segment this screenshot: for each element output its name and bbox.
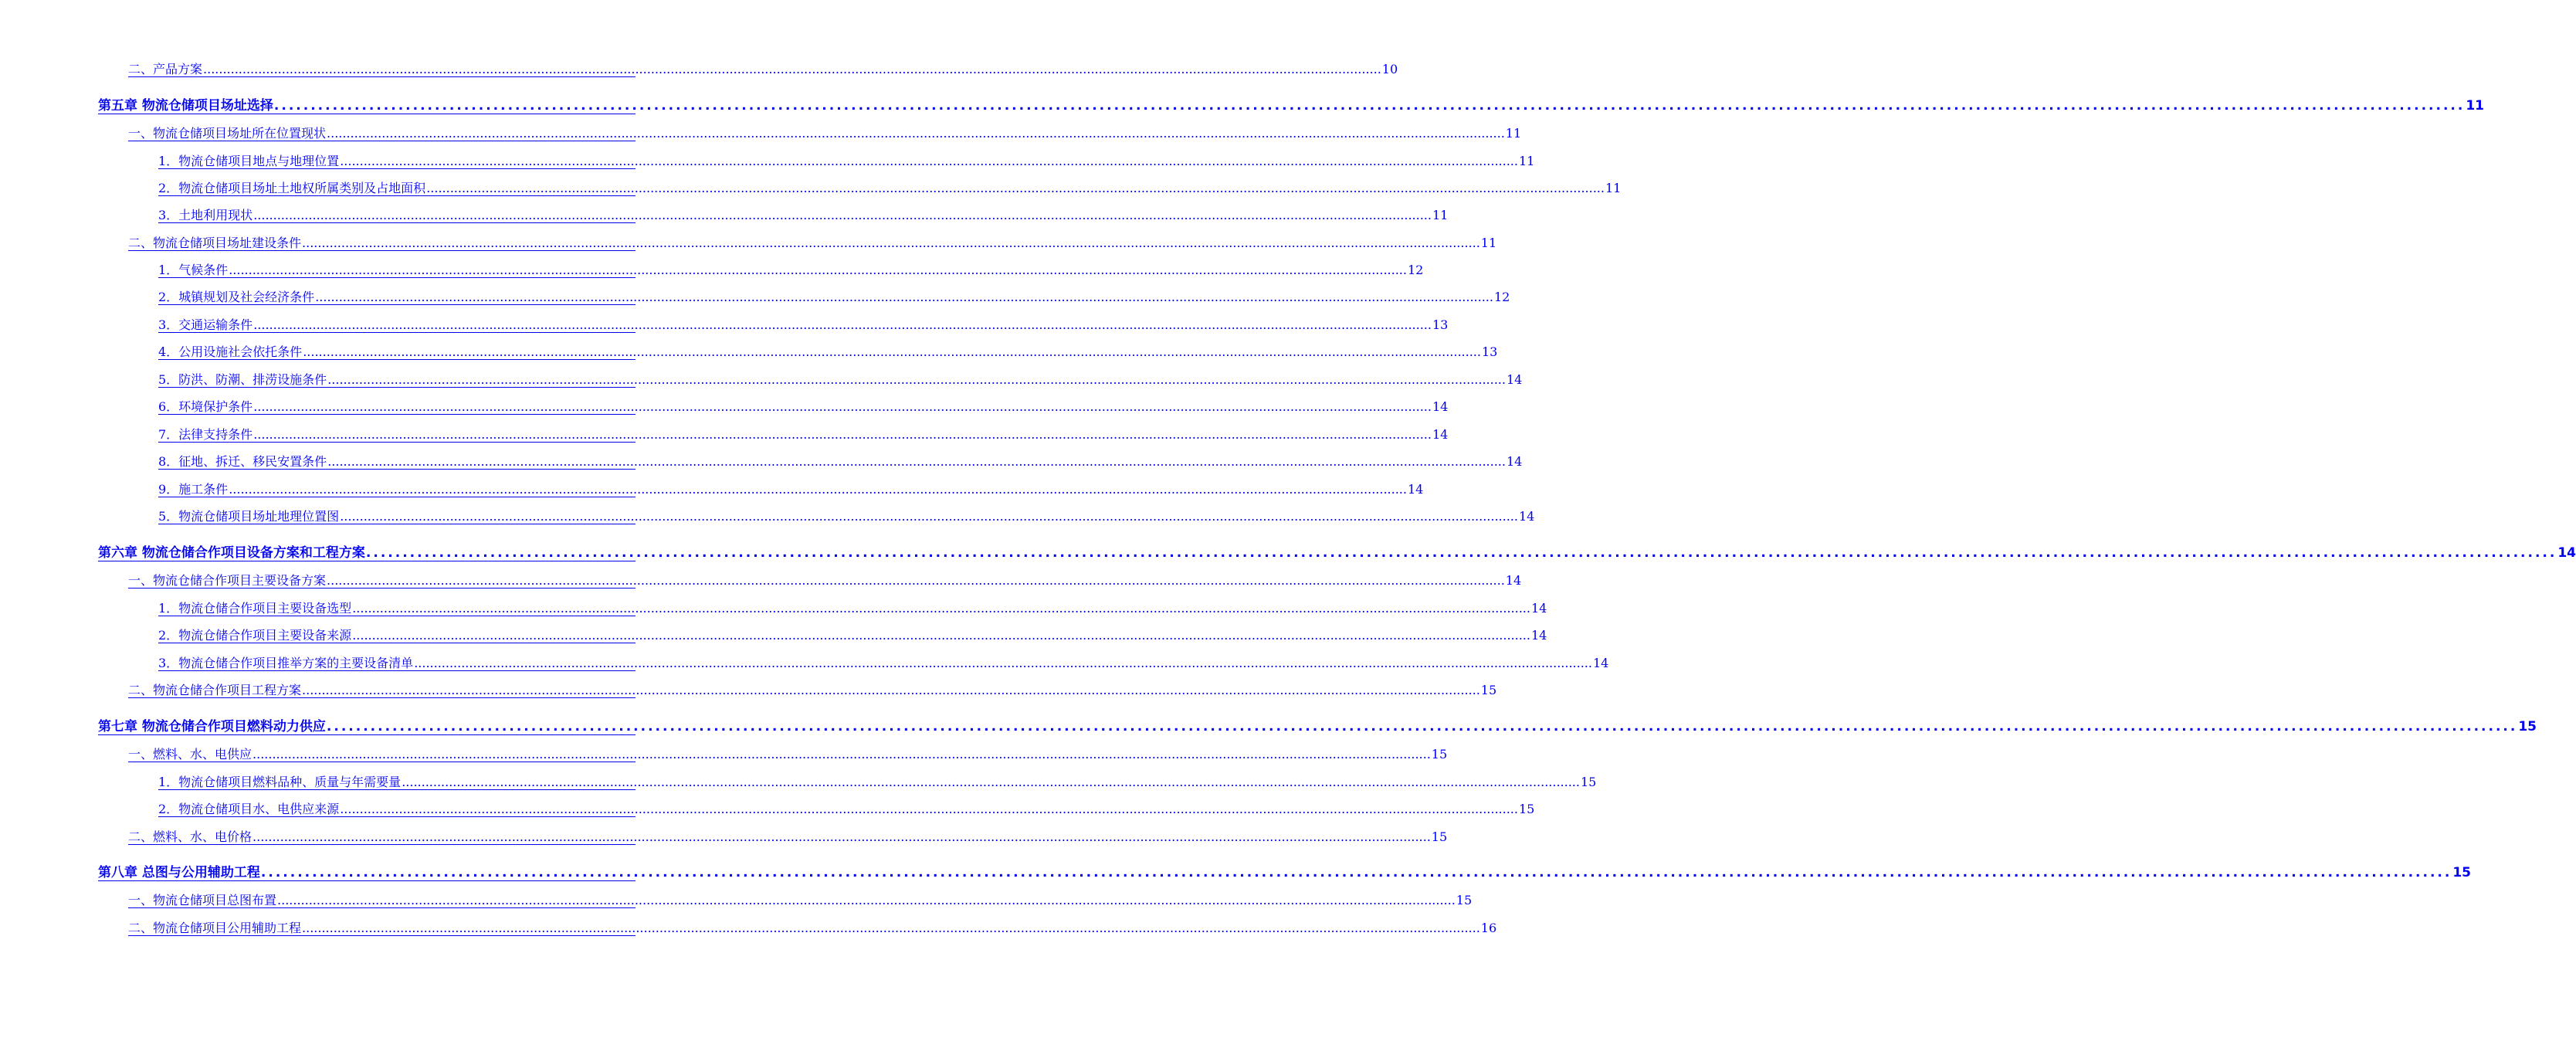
toc-entry-title: 1．物流仓储项目燃料品种、质量与年需要量 bbox=[158, 775, 402, 789]
toc-page-number: 15 bbox=[2518, 719, 2537, 734]
toc-page-number: 14 bbox=[1432, 399, 1449, 414]
toc-dot-leader: ............................................................................................................................................................................................................................................................................................................ bbox=[327, 573, 1505, 588]
toc-dot-leader: ............................................................................................................................................................................................................................................................................................................ bbox=[273, 98, 2466, 114]
toc-page-number: 11 bbox=[1432, 208, 1449, 222]
toc-entry[interactable] bbox=[128, 744, 1448, 762]
toc-page-number: 10 bbox=[1381, 62, 1398, 76]
toc-page-number: 11 bbox=[1505, 126, 1522, 141]
toc-entry[interactable] bbox=[158, 799, 1535, 817]
toc-dot-leader: ............................................................................................................................................................................................................................................................................................................ bbox=[203, 62, 1381, 76]
toc-page-number: 14 bbox=[1592, 656, 1609, 670]
toc-entry[interactable] bbox=[128, 826, 1448, 845]
toc-dot-leader: ............................................................................................................................................................................................................................................................................................................ bbox=[253, 427, 1432, 442]
toc-dot-leader: ............................................................................................................................................................................................................................................................................................................ bbox=[229, 263, 1407, 277]
toc-entry[interactable] bbox=[158, 151, 1535, 169]
toc-entry-title: 第六章 物流仓储合作项目设备方案和工程方案 bbox=[98, 545, 365, 561]
toc-entry-title: 第八章 总图与公用辅助工程 bbox=[98, 865, 260, 880]
toc-page-number: 14 bbox=[1505, 573, 1522, 588]
toc-dot-leader: ............................................................................................................................................................................................................................................................................................................ bbox=[303, 344, 1481, 359]
toc-dot-leader: ............................................................................................................................................................................................................................................................................................................ bbox=[365, 545, 2557, 561]
toc-page-number: 11 bbox=[2466, 98, 2484, 114]
toc-dot-leader: ............................................................................................................................................................................................................................................................................................................ bbox=[302, 236, 1480, 250]
toc-entry-title: 一、物流仓储合作项目主要设备方案 bbox=[128, 573, 327, 588]
toc-entry[interactable] bbox=[158, 341, 1498, 360]
toc-dot-leader: ............................................................................................................................................................................................................................................................................................................ bbox=[414, 656, 1592, 670]
toc-page-number: 14 bbox=[1530, 628, 1547, 643]
toc-dot-leader: ............................................................................................................................................................................................................................................................................................................ bbox=[253, 747, 1431, 762]
toc-entry-title: 一、物流仓储项目场址所在位置现状 bbox=[128, 126, 327, 141]
toc-entry-title: 二、物流仓储项目公用辅助工程 bbox=[128, 921, 302, 935]
toc-entry-title: 3．交通运输条件 bbox=[158, 317, 253, 332]
toc-page-number: 14 bbox=[1518, 509, 1535, 524]
toc-entry-title: 二、物流仓储项目场址建设条件 bbox=[128, 236, 302, 250]
toc-page-number: 14 bbox=[1506, 454, 1523, 469]
toc-entry-title: 第五章 物流仓储项目场址选择 bbox=[98, 98, 273, 114]
toc-entry[interactable] bbox=[128, 232, 1497, 251]
toc-dot-leader: ............................................................................................................................................................................................................................................................................................................ bbox=[302, 683, 1480, 697]
toc-entry[interactable] bbox=[128, 890, 1473, 908]
toc-dot-leader: ............................................................................................................................................................................................................................................................................................................ bbox=[326, 719, 2518, 734]
toc-entry[interactable] bbox=[158, 369, 1523, 388]
toc-entry-title: 二、物流仓储合作项目工程方案 bbox=[128, 683, 302, 697]
toc-page-number: 15 bbox=[2452, 865, 2471, 880]
toc-entry[interactable] bbox=[158, 260, 1424, 278]
toc-entry[interactable] bbox=[128, 59, 1398, 77]
toc-dot-leader: ............................................................................................................................................................................................................................................................................................................ bbox=[260, 865, 2452, 880]
toc-entry[interactable] bbox=[158, 396, 1449, 415]
toc-dot-leader: ............................................................................................................................................................................................................................................................................................................ bbox=[315, 290, 1493, 304]
toc-dot-leader: ............................................................................................................................................................................................................................................................................................................ bbox=[253, 829, 1431, 844]
toc-dot-leader: ............................................................................................................................................................................................................................................................................................................ bbox=[426, 181, 1605, 195]
toc-dot-leader: ............................................................................................................................................................................................................................................................................................................ bbox=[352, 601, 1530, 616]
toc-entry-title: 2．物流仓储合作项目主要设备来源 bbox=[158, 628, 352, 643]
toc-page-number: 15 bbox=[1431, 829, 1448, 844]
toc-entry-title: 6．环境保护条件 bbox=[158, 399, 253, 414]
toc-entry[interactable] bbox=[128, 918, 1497, 936]
toc-page-number: 15 bbox=[1518, 802, 1535, 816]
toc-entry-title: 5．防洪、防潮、排涝设施条件 bbox=[158, 372, 327, 387]
toc-entry-title: 一、物流仓储项目总图布置 bbox=[128, 893, 277, 907]
toc-entry[interactable] bbox=[158, 314, 1449, 333]
toc-dot-leader: ............................................................................................................................................................................................................................................................................................................ bbox=[402, 775, 1580, 789]
toc-dot-leader: ............................................................................................................................................................................................................................................................................................................ bbox=[327, 372, 1506, 387]
toc-page-number: 13 bbox=[1481, 344, 1498, 359]
toc-dot-leader: ............................................................................................................................................................................................................................................................................................................ bbox=[302, 921, 1480, 935]
toc-page-number: 16 bbox=[1480, 921, 1497, 935]
toc-entry-title: 3．土地利用现状 bbox=[158, 208, 253, 222]
toc-entry-title: 2．物流仓储项目水、电供应来源 bbox=[158, 802, 340, 816]
toc-page-number: 11 bbox=[1518, 154, 1535, 168]
toc-entry-title: 一、燃料、水、电供应 bbox=[128, 747, 253, 762]
toc-page-number: 11 bbox=[1605, 181, 1622, 195]
toc-entry[interactable] bbox=[158, 424, 1449, 443]
toc-entry[interactable] bbox=[158, 506, 1535, 524]
toc-page-number: 14 bbox=[2557, 545, 2576, 561]
toc-entry[interactable] bbox=[158, 653, 1609, 671]
toc-entry[interactable] bbox=[158, 772, 1597, 790]
toc-dot-leader: ............................................................................................................................................................................................................................................................................................................ bbox=[253, 399, 1432, 414]
toc-dot-leader: ............................................................................................................................................................................................................................................................................................................ bbox=[327, 454, 1506, 469]
toc-dot-leader: ............................................................................................................................................................................................................................................................................................................ bbox=[229, 482, 1407, 497]
toc-entry-title: 二、燃料、水、电价格 bbox=[128, 829, 253, 844]
toc-dot-leader: ............................................................................................................................................................................................................................................................................................................ bbox=[352, 628, 1530, 643]
toc-dot-leader: ............................................................................................................................................................................................................................................................................................................ bbox=[340, 509, 1518, 524]
toc-page-number: 13 bbox=[1432, 317, 1449, 332]
toc-page-number: 14 bbox=[1407, 482, 1424, 497]
toc-entry[interactable] bbox=[158, 451, 1523, 470]
toc-dot-leader: ............................................................................................................................................................................................................................................................................................................ bbox=[253, 317, 1432, 332]
toc-chapter[interactable] bbox=[98, 96, 2484, 114]
toc-chapter[interactable] bbox=[98, 863, 2471, 881]
toc-entry-title: 1．物流仓储项目地点与地理位置 bbox=[158, 154, 340, 168]
toc-entry[interactable] bbox=[128, 123, 1522, 141]
toc-entry[interactable] bbox=[158, 178, 1622, 196]
toc-chapter[interactable] bbox=[98, 543, 2576, 561]
toc-page-number: 15 bbox=[1431, 747, 1448, 762]
toc-dot-leader: ............................................................................................................................................................................................................................................................................................................ bbox=[340, 802, 1518, 816]
toc-entry[interactable] bbox=[128, 680, 1497, 698]
toc-chapter[interactable] bbox=[98, 717, 2537, 735]
toc-entry-title: 8．征地、拆迁、移民安置条件 bbox=[158, 454, 327, 469]
toc-page-number: 12 bbox=[1407, 263, 1424, 277]
toc-entry-title: 7．法律支持条件 bbox=[158, 427, 253, 442]
toc-dot-leader: ............................................................................................................................................................................................................................................................................................................ bbox=[277, 893, 1456, 907]
toc-entry-title: 2．城镇规划及社会经济条件 bbox=[158, 290, 315, 304]
toc-entry-title: 5．物流仓储项目场址地理位置图 bbox=[158, 509, 340, 524]
toc-entry[interactable] bbox=[158, 598, 1547, 616]
toc-page-number: 15 bbox=[1480, 683, 1497, 697]
toc-page-number: 15 bbox=[1580, 775, 1597, 789]
toc-page-number: 14 bbox=[1530, 601, 1547, 616]
toc-entry-title: 1．气候条件 bbox=[158, 263, 229, 277]
toc-entry[interactable] bbox=[158, 205, 1449, 223]
toc-page-number: 14 bbox=[1506, 372, 1523, 387]
toc-entry-title: 1．物流仓储合作项目主要设备选型 bbox=[158, 601, 352, 616]
toc-entry[interactable] bbox=[158, 479, 1424, 497]
toc-entry[interactable] bbox=[158, 625, 1547, 643]
toc-entry-title: 3．物流仓储合作项目推举方案的主要设备清单 bbox=[158, 656, 414, 670]
toc-page-number: 14 bbox=[1432, 427, 1449, 442]
toc-entry-title: 二、产品方案 bbox=[128, 62, 203, 76]
toc-page-number: 15 bbox=[1456, 893, 1473, 907]
toc-entry-title: 4．公用设施社会依托条件 bbox=[158, 344, 303, 359]
toc-dot-leader: ............................................................................................................................................................................................................................................................................................................ bbox=[340, 154, 1518, 168]
toc-page-number: 11 bbox=[1480, 236, 1497, 250]
toc-entry-title: 2．物流仓储项目场址土地权所属类别及占地面积 bbox=[158, 181, 426, 195]
toc-page-number: 12 bbox=[1493, 290, 1510, 304]
toc-dot-leader: ............................................................................................................................................................................................................................................................................................................ bbox=[327, 126, 1505, 141]
toc-entry-title: 第七章 物流仓储合作项目燃料动力供应 bbox=[98, 719, 326, 734]
toc-entry[interactable] bbox=[128, 570, 1522, 589]
toc-dot-leader: ............................................................................................................................................................................................................................................................................................................ bbox=[253, 208, 1432, 222]
toc-entry[interactable] bbox=[158, 287, 1510, 305]
toc-entry-title: 9．施工条件 bbox=[158, 482, 229, 497]
